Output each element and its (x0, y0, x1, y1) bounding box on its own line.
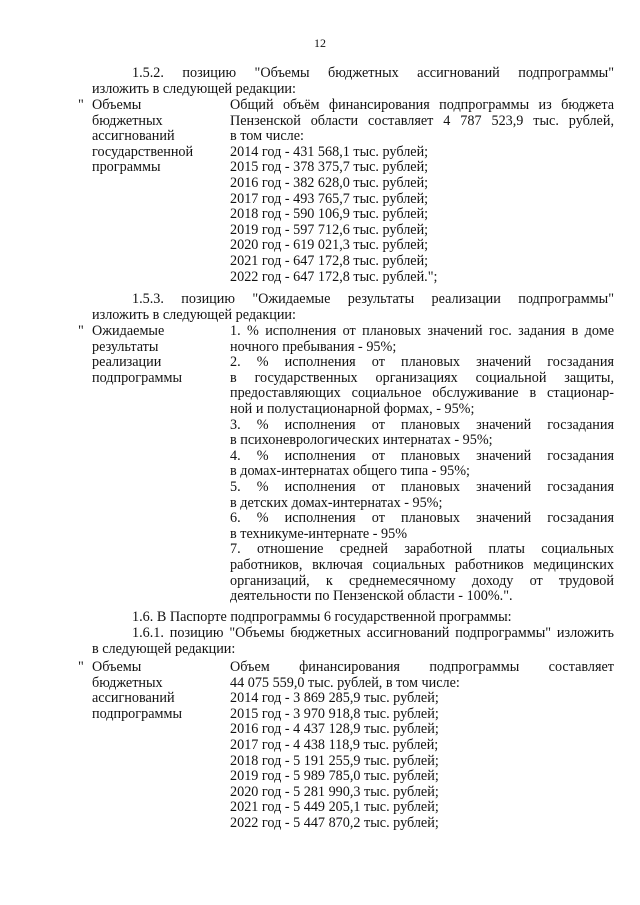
budget-table-1-value (230, 98, 614, 285)
value-line: 2015 год - 378 375,7 тыс. рублей; (230, 159, 429, 176)
label-line: бюджетных (92, 112, 163, 129)
open-quote: " (78, 97, 84, 113)
value-line: в государственных организациях социальной защиты, (230, 369, 614, 386)
results-table (78, 324, 614, 606)
value-line: 2014 год - 431 568,1 тыс. рублей; (230, 143, 429, 160)
heading-line: 1.5.2. позицию "Объемы бюджетных ассигнований подпрограммы" (132, 65, 614, 81)
label-line: программы (92, 159, 161, 176)
section-1-6-1-heading (92, 626, 614, 657)
results-table-label (92, 324, 232, 386)
value-line: предоставляющих социальное обслуживание в стационар- (230, 385, 614, 402)
heading-line: в следующей редакции: (92, 640, 236, 657)
value-line: Объем финансирования подпрограммы составляет (230, 659, 614, 675)
value-line: 3. % исполнения от плановых значений госзадания (230, 416, 614, 433)
page-number: 12 (314, 36, 326, 50)
label-line: реализации (92, 354, 162, 371)
value-line: организаций, к среднемесячному доходу от трудовой (230, 572, 614, 589)
budget-table-2-label (92, 660, 232, 722)
heading-line: 1.5.3. позицию "Ожидаемые результаты реализации подпрограммы" (132, 291, 614, 307)
value-line: 2022 год - 647 172,8 тыс. рублей."; (230, 268, 438, 285)
label-line: ассигнований (92, 128, 175, 145)
section-1-6 (92, 610, 614, 626)
value-line: 2020 год - 619 021,3 тыс. рублей; (230, 237, 429, 254)
label-line: ассигнований (92, 690, 175, 707)
budget-table-1 (78, 98, 614, 288)
value-line: ной и полустационарной формах, - 95%; (230, 400, 475, 417)
value-line: 4. % исполнения от плановых значений госзадания (230, 447, 614, 464)
value-line: 6. % исполнения от плановых значений госзадания (230, 510, 614, 527)
value-line: 2018 год - 590 106,9 тыс. рублей; (230, 206, 429, 223)
value-line: Пензенской области составляет 4 787 523,9 тыс. рублей, (230, 112, 614, 129)
value-line: 2022 год - 5 447 870,2 тыс. рублей; (230, 814, 439, 831)
budget-table-2-value (230, 660, 614, 832)
label-line: Объемы (92, 659, 142, 675)
value-line: 44 075 559,0 тыс. рублей, в том числе: (230, 674, 460, 691)
value-line: 2021 год - 647 172,8 тыс. рублей; (230, 252, 429, 269)
label-line: подпрограммы (92, 705, 182, 722)
label-line: государственной (92, 143, 194, 160)
heading-line: изложить в следующей редакции: (92, 80, 296, 97)
open-quote: " (78, 659, 84, 675)
value-line: ночного пребывания - 95%; (230, 338, 397, 355)
value-line: 2016 год - 382 628,0 тыс. рублей; (230, 174, 429, 191)
value-line: в детских домах-интернатах - 95%; (230, 494, 443, 511)
section-1-5-3-heading (92, 292, 614, 323)
value-line: деятельности по Пензенской области - 100%.". (230, 588, 513, 605)
label-line: Ожидаемые (92, 323, 165, 339)
open-quote: " (78, 323, 84, 339)
value-line: 2014 год - 3 869 285,9 тыс. рублей; (230, 690, 439, 707)
heading-line: 1.6.1. позицию "Объемы бюджетных ассигнований подпрограммы" изложить (132, 625, 614, 641)
label-line: бюджетных (92, 674, 163, 691)
value-line: 1. % исполнения от плановых значений гос. задания в доме (230, 323, 614, 339)
heading-line: изложить в следующей редакции: (92, 306, 296, 323)
value-line: в том числе: (230, 128, 304, 145)
value-line: 2017 год - 493 765,7 тыс. рублей; (230, 190, 429, 207)
value-line: 2. % исполнения от плановых значений госзадания (230, 354, 614, 371)
budget-table-1-label (92, 98, 232, 176)
value-line: 7. отношение средней заработной платы социальных (230, 541, 614, 558)
value-line: работников, включая социальных работников медицинских (230, 556, 614, 573)
value-line: Общий объём финансирования подпрограммы из бюджета (230, 97, 614, 113)
section-1-5-2-heading (92, 66, 614, 97)
value-line: 2019 год - 597 712,6 тыс. рублей; (230, 221, 429, 238)
section-line: 1.6. В Паспорте подпрограммы 6 государственной программы: (132, 609, 512, 625)
value-line: в психоневрологических интернатах - 95%; (230, 432, 493, 449)
value-line: в техникуме-интернате - 95% (230, 525, 408, 542)
value-line: 2015 год - 3 970 918,8 тыс. рублей; (230, 705, 439, 722)
label-line: результаты (92, 338, 159, 355)
value-line: 2021 год - 5 449 205,1 тыс. рублей; (230, 799, 439, 816)
value-line: 2019 год - 5 989 785,0 тыс. рублей; (230, 768, 439, 785)
value-line: 5. % исполнения от плановых значений госзадания (230, 478, 614, 495)
label-line: подпрограммы (92, 369, 182, 386)
value-line: 2017 год - 4 438 118,9 тыс. рублей; (230, 736, 439, 753)
budget-table-2 (78, 660, 614, 836)
value-line: 2020 год - 5 281 990,3 тыс. рублей; (230, 783, 439, 800)
value-line: в домах-интернатах общего типа - 95%; (230, 463, 470, 480)
value-line: 2016 год - 4 437 128,9 тыс. рублей; (230, 721, 439, 738)
value-line: 2018 год - 5 191 255,9 тыс. рублей; (230, 752, 439, 769)
results-table-value (230, 324, 614, 605)
label-line: Объемы (92, 97, 142, 113)
